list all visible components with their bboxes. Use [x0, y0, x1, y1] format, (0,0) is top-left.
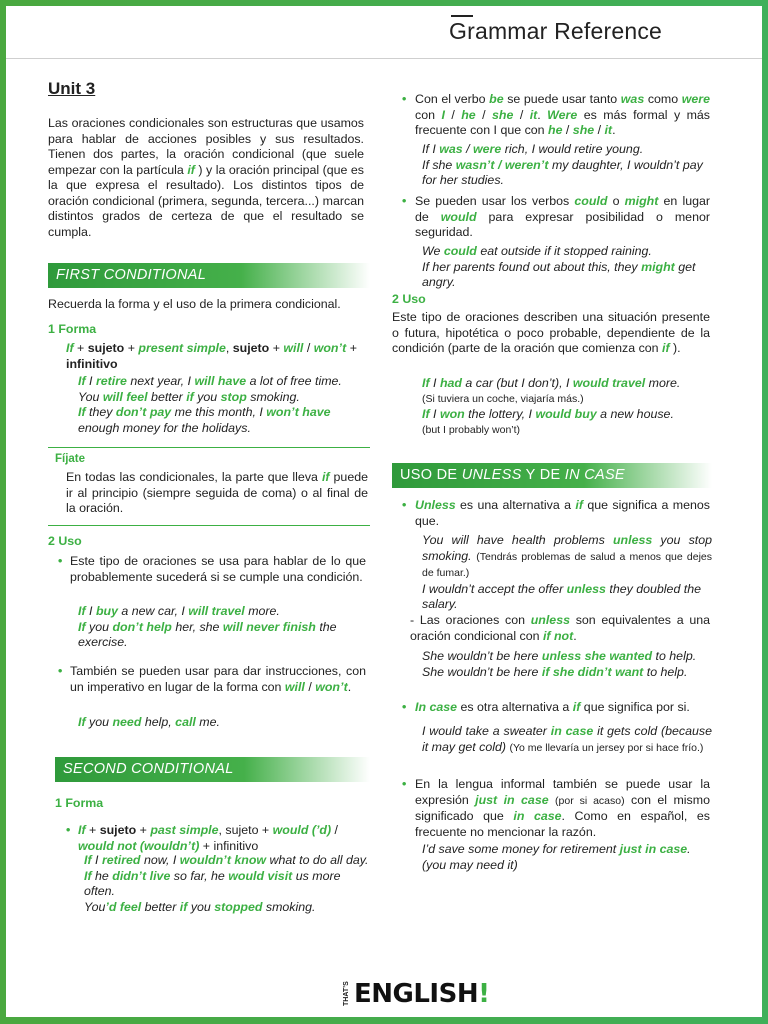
equiv-ex1	[422, 649, 712, 665]
second-uso-heading: 2 Uso	[392, 292, 426, 306]
t: if	[575, 498, 583, 512]
logo-big	[354, 979, 489, 1009]
ex-word: If	[78, 604, 86, 618]
t: . (you may need it)	[422, 842, 691, 872]
just-in-case-text	[415, 777, 710, 840]
t: unless	[530, 613, 570, 627]
t: it gets cold (because it may get cold)	[422, 724, 712, 754]
uso2-will: will	[284, 679, 305, 694]
t: (Tendrás problemas de salud a menos que dejes de fumar.)	[422, 550, 712, 579]
could-bullet	[402, 194, 710, 241]
t: to help.	[646, 664, 688, 679]
ex-word: were	[473, 142, 502, 156]
ex-word: help,	[144, 715, 172, 729]
could-ex2	[422, 260, 712, 291]
t: Este tipo de oraciones describen una situación presente o futura, hipotética o poco probable, dependiente de la condición (parte de la oración que comienza con	[392, 310, 710, 355]
ex-word: If	[422, 157, 429, 172]
t: . Como en español, es frecuente no mencionar la razón.	[415, 809, 711, 839]
band-unless: UNLESS	[461, 467, 522, 483]
ex-word: her, she	[175, 619, 220, 634]
ex-word: will never finish	[222, 619, 316, 634]
ex-word: If	[78, 374, 86, 388]
ex-word: /	[466, 142, 470, 156]
uso1-ex2	[78, 620, 373, 651]
ex-word: If	[78, 405, 86, 419]
uso1-ex1	[78, 604, 373, 620]
ex-word: the lottery, I	[468, 407, 532, 421]
intro-text-rest: ) y la oración principal (que es la que expresa el resultado). Los distintos tipos de oración condicional (primera, segunda, tercera...) marcan distintos grados de certeza de que el resultado se cumpla.	[48, 162, 364, 239]
logo-small-text: THAT’S	[343, 981, 350, 1007]
ex-word: might	[641, 259, 675, 274]
uso2-ex	[78, 715, 373, 731]
unless-equiv: - Las oraciones con unless son equivalentes a una oración condicional con if not.	[410, 613, 711, 643]
t: que significa por si.	[583, 700, 690, 714]
ex-word: would travel	[572, 376, 646, 390]
ex-word: buy	[95, 604, 118, 618]
ex-word: If	[78, 619, 86, 634]
ex-word: had	[439, 376, 462, 390]
ex-word: stop	[220, 389, 247, 404]
ex-word: was	[439, 142, 463, 156]
first-uso-2	[58, 664, 366, 695]
ex-word: will have	[194, 374, 247, 388]
fijate-heading: Fíjate	[55, 453, 86, 465]
formula-sujeto-2: sujeto	[232, 341, 270, 355]
t: es más formal y más frecuente con	[415, 107, 710, 137]
t: - Las oraciones con	[410, 613, 525, 627]
second-uso-examples	[422, 376, 714, 438]
uso-ex2-translation: (but I probably won’t)	[422, 423, 521, 436]
ex-word: they	[89, 405, 113, 419]
t: que significa a menos que.	[415, 498, 710, 528]
ex-word: If	[422, 142, 429, 156]
t: (por si acaso)	[555, 794, 625, 807]
t: es una alternativa a	[460, 498, 571, 512]
t: could	[574, 194, 608, 208]
t: She wouldn’t be here	[422, 649, 539, 663]
plus-3: +	[272, 341, 280, 355]
ex-word: If her parents found out about this, they	[422, 259, 638, 274]
unit-heading: Unit 3	[48, 79, 96, 98]
fijate-text-1: En todas las condicionales, la parte que lleva	[66, 470, 318, 484]
ex-word: If	[422, 376, 430, 390]
fijate-rule-top	[48, 447, 370, 448]
second-conditional-band: SECOND CONDITIONAL	[55, 757, 370, 782]
intro-text: Las oraciones condicionales son estructuras que usamos para hablar de acciones posibles y sus resultados. Tienen dos partes, la oración condicional (que suele empezar con la partícula	[48, 116, 364, 177]
ex-word: stopped	[214, 899, 263, 914]
ex-word: so far, he	[173, 868, 225, 883]
logo-word: ENGLISH	[354, 979, 479, 1009]
t: he	[461, 107, 476, 122]
t: if	[662, 341, 670, 355]
first-forma-heading: 1 Forma	[48, 322, 97, 336]
be-ex2	[422, 158, 712, 189]
ex-word: rich, I would retire young.	[504, 142, 644, 156]
ex-word: If	[422, 407, 430, 421]
t: I	[441, 107, 445, 122]
ex-word: You	[78, 389, 100, 404]
ex-word: next year, I	[130, 374, 192, 388]
ex-word: wasn’t / weren’t	[455, 157, 549, 172]
f-infinitivo: infinitivo	[213, 838, 259, 853]
ex-word: my daughter, I wouldn’t pay for her studies.	[422, 157, 703, 187]
band-text: Y DE	[525, 467, 561, 483]
ex-word: would buy	[535, 407, 597, 421]
ex-word: a new car, I	[121, 604, 185, 618]
ex-word: what to do all day.	[269, 853, 369, 867]
could-ex1	[422, 244, 712, 260]
t: con	[415, 107, 435, 122]
ex-word: if	[179, 899, 188, 914]
t: son equivalentes a una oración condicional con	[410, 613, 711, 643]
ex-word: now, I	[143, 853, 177, 867]
ex-word: won’t have	[266, 405, 331, 419]
ex-word: If	[78, 715, 86, 729]
f-would: would (’d)	[272, 823, 332, 837]
t: o	[612, 194, 620, 208]
t: como	[647, 92, 679, 106]
uso2-main: También se pueden usar para dar instrucciones, con un imperativo en lugar de la forma con	[70, 664, 366, 694]
ex-word: get angry.	[422, 259, 696, 289]
ex-word: the exercise.	[78, 619, 337, 649]
ex-word: We	[422, 244, 441, 258]
first-conditional-band: FIRST CONDITIONAL	[48, 263, 370, 288]
formula-infinitivo: infinitivo	[66, 356, 118, 371]
ex-word: I	[433, 376, 437, 390]
bullet-icon: •	[402, 777, 407, 791]
second-ex2	[84, 869, 374, 900]
t: it	[604, 123, 613, 137]
ex-word: I	[432, 142, 436, 156]
t: in case	[550, 724, 594, 738]
t: para expresar posibilidad o menor seguridad.	[415, 209, 710, 239]
second-ex3	[84, 900, 374, 916]
t: unless she wanted	[541, 649, 653, 663]
second-formula	[66, 823, 372, 854]
unless-text	[415, 498, 710, 529]
ex-word: will travel	[188, 604, 245, 618]
could-examples	[422, 244, 712, 291]
t: I’d save some money for retirement	[422, 842, 617, 856]
t: would	[440, 209, 477, 224]
bullet-icon: •	[66, 823, 71, 837]
fijate-text-2: puede ir al principio (siempre seguida de coma) o al final de la oración.	[66, 470, 368, 515]
ex-word: a car (but I don’t), I	[465, 376, 570, 390]
ex-word: if	[186, 389, 194, 404]
uso1-text: Este tipo de oraciones se usa para hablar de lo que probablemente sucederá si se cumple una condición.	[70, 554, 366, 584]
equiv-ex2	[422, 665, 712, 681]
t: unless	[612, 533, 653, 547]
unless-ex1	[422, 533, 712, 582]
ex-word: would visit	[228, 868, 293, 883]
t: was	[620, 92, 645, 106]
in-case-bullet	[402, 700, 712, 716]
ex-word: I	[433, 407, 437, 421]
second-examples	[84, 853, 374, 915]
first-uso1-examples	[78, 604, 373, 651]
ex-word: will feel	[102, 389, 148, 404]
intro-paragraph	[48, 116, 364, 240]
ex-word: enough money for the holidays.	[78, 420, 251, 435]
t: You will have health problems	[422, 533, 605, 547]
ex-word: you	[197, 389, 218, 404]
uso-ex1	[422, 376, 714, 392]
just-in-case-bullet	[402, 777, 710, 840]
ex-word: don’t pay	[115, 405, 172, 419]
uso-ex1-translation: (Si tuviera un coche, viajaría más.)	[422, 392, 584, 405]
ex-word: I	[89, 374, 93, 388]
t: he	[548, 123, 563, 137]
t: es otra alternativa a	[460, 700, 570, 714]
ex-word: If	[84, 853, 92, 867]
first-recuerda: Recuerda la forma y el uso de la primera condicional.	[48, 297, 341, 311]
t: she	[492, 107, 514, 122]
ex-word: better	[151, 389, 183, 404]
just-in-case-ex	[422, 842, 712, 873]
intro-if: if	[187, 162, 195, 177]
ex-word: you	[190, 899, 211, 914]
t: you stop smoking.	[422, 533, 712, 563]
t: que con	[500, 123, 545, 137]
second-forma-heading: 1 Forma	[55, 796, 104, 810]
plus-2: +	[127, 341, 135, 355]
unless-ex2	[422, 582, 712, 613]
ex-word: more.	[248, 604, 280, 618]
header-bar	[6, 6, 762, 59]
ex-word: retired	[101, 853, 141, 867]
f-sujeto-2: sujeto	[225, 823, 259, 837]
t: Unless	[415, 498, 456, 512]
band-in-case: IN CASE	[564, 467, 625, 483]
first-examples	[78, 374, 373, 436]
fijate-if: if	[321, 470, 330, 484]
in-case-text	[415, 700, 712, 716]
first-ex1	[78, 374, 373, 390]
t: if not	[542, 628, 574, 643]
uso-ex2	[422, 407, 714, 423]
ex-word: could	[443, 244, 477, 258]
t: just in case	[475, 792, 549, 807]
ex-word: me.	[199, 715, 220, 729]
ex-word: us more often.	[84, 868, 341, 898]
t: I wouldn’t accept the offer	[422, 581, 564, 596]
t: were	[681, 92, 710, 106]
ex-word: didn’t live	[112, 868, 171, 883]
unless-bullet	[402, 498, 710, 529]
ex-word: smoking.	[265, 899, 316, 914]
second-formula-text: If + sujeto + past simple, sujeto + would (’d) / would not (wouldn’t) + infinitivo	[78, 823, 338, 853]
fijate-rule-bottom	[48, 525, 370, 526]
page	[6, 6, 762, 1017]
ex-word: retire	[95, 374, 127, 388]
bullet-icon: •	[402, 92, 407, 106]
t: she	[572, 123, 595, 137]
f-sujeto: sujeto	[99, 823, 137, 837]
ex-word: I	[95, 853, 99, 867]
in-case-ex	[422, 724, 712, 756]
ex-word: don’t help	[112, 619, 172, 634]
t: unless	[566, 581, 606, 596]
formula-sujeto: sujeto	[87, 341, 125, 355]
ex-word: she	[432, 157, 453, 172]
bullet-icon: •	[402, 700, 407, 714]
formula-wont: won’t	[313, 341, 347, 355]
first-ex2	[78, 390, 373, 406]
t: just in case	[619, 842, 688, 856]
ex-word: better	[144, 899, 177, 914]
t: it	[529, 107, 538, 122]
t: ).	[673, 341, 681, 355]
t: con el mismo significado que	[415, 792, 710, 823]
band-text: USO DE	[400, 467, 458, 483]
ex-word: won	[439, 407, 465, 421]
t: She wouldn’t be here	[422, 664, 539, 679]
t: se puede usar tanto	[507, 92, 618, 106]
be-ex1	[422, 142, 712, 158]
f-if: If	[78, 823, 86, 837]
second-ex1	[84, 853, 374, 869]
be-examples	[422, 142, 712, 189]
t: to help.	[655, 649, 697, 663]
t: in case	[513, 809, 562, 823]
unless-examples	[422, 533, 712, 613]
ex-word: wouldn’t know	[179, 853, 267, 867]
t: might	[624, 194, 659, 208]
bullet-icon: •	[402, 498, 407, 512]
bullet-icon: •	[402, 194, 407, 208]
formula-present-simple: present simple	[138, 341, 226, 355]
formula-will: will	[283, 341, 304, 355]
plus-1: +	[77, 341, 85, 355]
ex-word: ’d feel	[105, 899, 142, 914]
unless-band	[392, 463, 712, 488]
ex-word: I	[89, 604, 93, 618]
ex-word: If	[84, 868, 92, 883]
ex-word: a lot of free time.	[249, 374, 342, 388]
t: Were	[547, 107, 578, 122]
t: if	[572, 700, 581, 714]
second-uso-text	[392, 310, 710, 357]
could-text	[415, 194, 710, 241]
t: I	[493, 123, 497, 137]
page-title: Grammar Reference	[449, 18, 663, 44]
ex-word: eat outside if it stopped raining.	[480, 244, 652, 258]
ex-word: he	[95, 868, 109, 883]
ex-word: me this month, I	[174, 405, 263, 419]
ex-word: call	[175, 715, 196, 729]
unless-equiv-examples	[422, 649, 712, 680]
be-text: Con el verbo be se puede usar tanto was como were con I / he / she / it. Were es más formal y más frecuente con I que con he / she / it.	[415, 92, 710, 137]
t: I would take a sweater	[422, 724, 547, 738]
uso2-text: También se pueden usar para dar instrucciones, con un imperativo en lugar de la forma con will / won’t.	[70, 664, 366, 694]
t: Se pueden usar los verbos	[415, 194, 570, 208]
uso2-wont: won’t	[315, 679, 348, 694]
first-uso-heading: 2 Uso	[48, 534, 82, 548]
ex-word: you	[89, 715, 110, 729]
first-uso-1	[58, 554, 366, 585]
logo-exclamation: !	[478, 979, 490, 1009]
t: they doubled the salary.	[422, 581, 702, 611]
bullet-icon: •	[58, 664, 63, 678]
ex-word: you	[89, 619, 110, 634]
bullet-icon: •	[58, 554, 63, 568]
t: if she didn’t want	[541, 664, 644, 679]
t: In case	[415, 700, 458, 714]
f-would-not: would not (wouldn’t)	[78, 838, 200, 853]
first-formula: If + sujeto + present simple, sujeto + will / won’t + infinitivo	[66, 341, 357, 371]
ex-word: need	[112, 715, 142, 729]
t: be	[489, 92, 504, 106]
be-bullet	[402, 92, 710, 139]
ex-word: You	[84, 899, 106, 914]
t: en lugar de	[415, 194, 711, 224]
ex-word: smoking.	[250, 389, 300, 404]
first-ex3	[78, 405, 373, 436]
ex-word: a new house.	[600, 407, 674, 421]
t: (Yo me llevaría un jersey por si hace frío.)	[509, 741, 704, 754]
title-mark	[451, 15, 473, 17]
formula-if: If	[66, 341, 74, 355]
ex-word: more.	[648, 376, 681, 390]
fijate-text	[66, 470, 368, 517]
t: Con el verbo	[415, 92, 486, 106]
f-past-simple: past simple	[150, 823, 219, 837]
t: En la lengua informal también se puede usar la expresión	[415, 777, 710, 807]
